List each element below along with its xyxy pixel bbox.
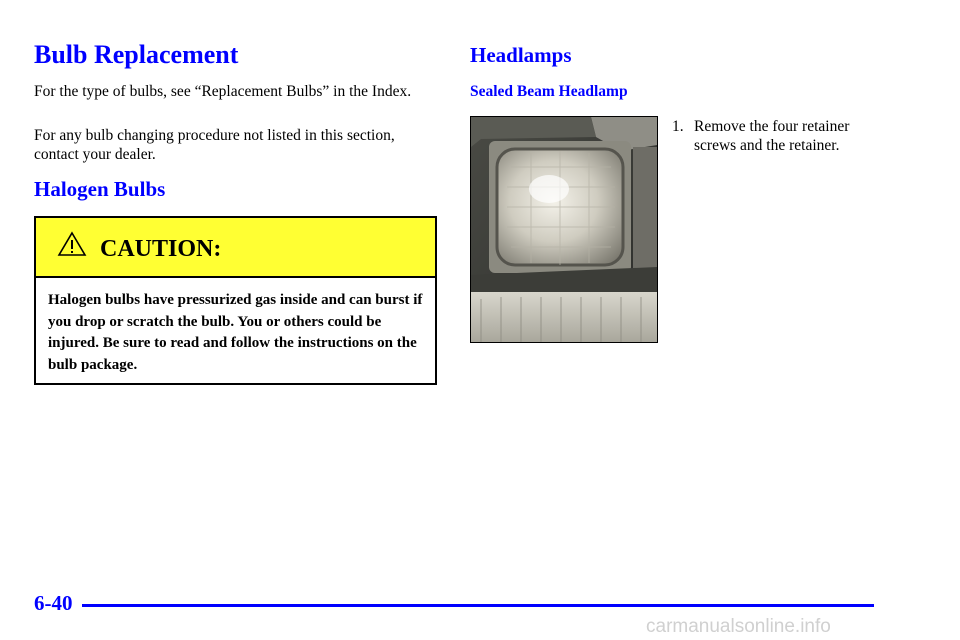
caution-box	[34, 216, 437, 385]
step-text: Remove the four retainer screws and the retainer.	[694, 118, 850, 154]
caution-label: CAUTION:	[100, 236, 222, 262]
step-number: 1.	[672, 118, 684, 135]
watermark: carmanualsonline.info	[646, 616, 831, 637]
footer-divider	[82, 604, 874, 607]
warning-icon	[57, 231, 87, 257]
section-title-headlamps: Headlamps	[470, 43, 572, 67]
headlamp-illustration	[471, 117, 657, 342]
dealer-paragraph: For any bulb changing procedure not listed in this section, contact your dealer.	[34, 127, 395, 163]
page-number: 6-40	[34, 591, 73, 615]
caution-header	[36, 218, 435, 278]
subsection-title-sealed-beam: Sealed Beam Headlamp	[470, 83, 628, 100]
caution-text: Halogen bulbs have pressurized gas inside and can burst if you drop or scratch the bulb. You or others could be injured. Be sure to read and follow the instructions on the bulb package.	[48, 292, 423, 373]
section-title-halogen: Halogen Bulbs	[34, 177, 166, 201]
intro-paragraph: For the type of bulbs, see “Replacement Bulbs” in the Index.	[34, 83, 412, 100]
page-title: Bulb Replacement	[34, 40, 239, 69]
headlamp-photo	[470, 116, 658, 343]
